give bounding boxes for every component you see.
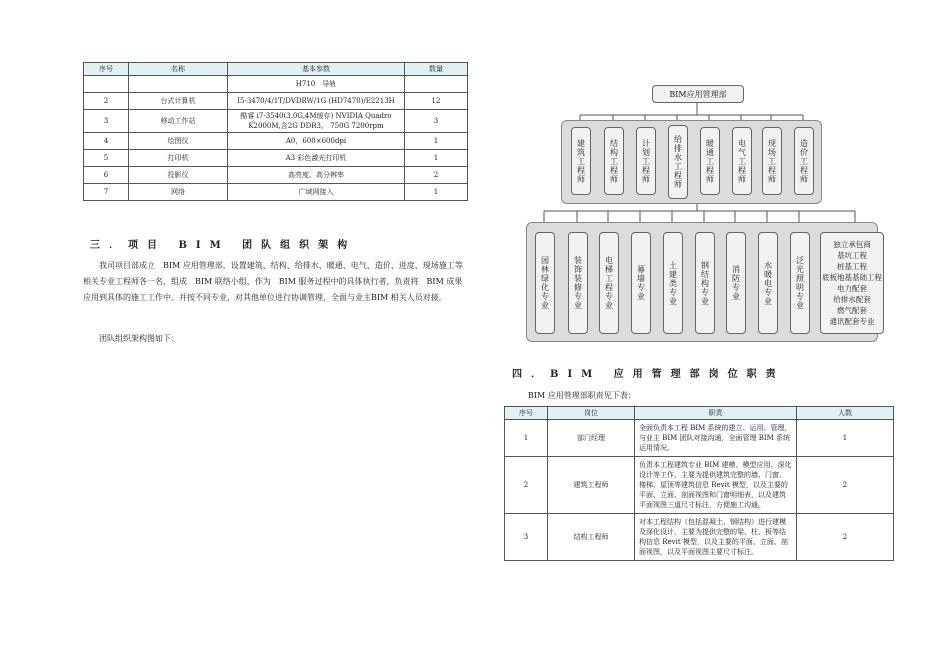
cell-duty: 全面负责本工程 BIM 系统的建立、运用、管理，与业主 BIM 团队对接沟通，全面管理 BIM 系统运用情况。 [635,420,797,457]
cell-no: 1 [505,420,548,457]
specialty-node-landscape: 园林绿化专业 [535,232,555,334]
cell-post: 部门经理 [548,420,635,457]
engineer-node-architecture: 建筑工程师 [571,127,591,195]
engineer-node-electrical: 电气工程师 [732,127,752,195]
cell-spec: 广域网接入 [228,184,405,201]
table-row [505,420,894,457]
engineer-node-structure: 结构工程师 [604,127,624,195]
table-row [84,133,468,150]
col-header-duty: 职责 [635,407,797,420]
cell-count: 1 [797,420,894,457]
section3-paragraph: 我司项目部成立 BIM 应用管理部，设置建筑、结构、给排水、暖通、电气、造价、进度、现场施工等相关专业工程师各一名，组成 BIM 联络小组，作为 BIM 服务过程中的具体执行者，负责将 BIM 成果应用到具体的施工工作中。并按不同专业，对其他单位进行协调管理，全面与业主BIM 相关人员对接。 [83,261,463,302]
cell-spec: I5-3470/4/1T/DVDRW/1G (HD7470)/E2213H [228,93,405,110]
cell-spec: A0，600×600dpi [228,133,405,150]
specialty-node-elevator: 电梯工程专业 [599,232,619,334]
cell-spec: H710 导轨 [228,76,405,93]
col-header-spec: 基本参数 [228,63,405,76]
table-row [84,93,468,110]
cell-qty [405,76,468,93]
cell-duty: 对本工程结构（包括混凝土、钢结构）进行建模及深化设计，主要为提供完整的梁、柱、板等结构信息 Revit 模型，以及主要的平面、立面、剖面视图，以及平面视图主要尺寸标注。 [635,514,797,561]
cell-no: 3 [505,514,548,561]
col-header-qty: 数量 [405,63,468,76]
org-chart [520,80,880,350]
specialty-node-steel: 钢结构专业 [695,232,715,334]
engineer-group [561,120,822,204]
specialty-node-decoration: 装饰装修专业 [568,232,588,334]
specialty-node-mep: 水暖电专业 [758,232,778,334]
duty-table [504,406,894,561]
cell-no: 6 [84,167,129,184]
cell-no: 3 [84,110,129,133]
section3-note: 团队组织架构图如下： [99,334,179,343]
cell-duty: 负责本工程建筑专业 BIM 建模、模型应用、深化设计等工作，主要为提供建筑完整的墙、门窗、楼梯、屋顶等建筑信息 Revit 模型，以及主要的平面、立面、剖面视图和门窗明细表，以及建筑平面视图三道尺寸标注，方便施工沟通。 [635,457,797,514]
table-row [84,110,468,133]
section4-heading: 四．BIM 应用管理部岗位职责 [512,369,785,380]
section4-intro: BIM 应用管理部职责见下表： [528,391,636,400]
engineer-node-plumbing: 给排水工程师 [668,125,688,199]
engineer-node-planning: 计划工程师 [636,127,656,195]
col-header-post: 岗位 [548,407,635,420]
cell-name: 移动工作站 [129,110,228,133]
engineer-node-site: 现场工程师 [762,127,782,195]
cell-qty: 1 [405,184,468,201]
cell-name: 网络 [129,184,228,201]
cell-no: 2 [84,93,129,110]
table-row [505,457,894,514]
subcontract-node: 独立承包商 基坑工程 桩基工程 底板地基基础工程 电力配套 给排水配套 燃气配套 通讯配套专业 [820,232,884,334]
col-header-no: 序号 [505,407,548,420]
cell-no: 5 [84,150,129,167]
cell-qty: 12 [405,93,468,110]
cell-name [129,76,228,93]
cell-spec: A3 彩色激光打印机 [228,150,405,167]
cell-name: 打印机 [129,150,228,167]
table-header-row [505,407,894,420]
table-row [84,184,468,201]
col-header-count: 人数 [797,407,894,420]
specialty-node-lighting: 泛光照明专业 [790,232,810,334]
col-header-no: 序号 [84,63,129,76]
cell-name: 投影仪 [129,167,228,184]
cell-name: 台式计算机 [129,93,228,110]
specialty-node-curtain-wall: 幕墙专业 [631,232,651,334]
cell-qty: 1 [405,133,468,150]
cell-qty: 2 [405,167,468,184]
cell-name: 绘图仪 [129,133,228,150]
specialty-node-fire: 消防专业 [726,232,746,334]
equipment-table [83,62,468,201]
cell-post: 建筑工程师 [548,457,635,514]
section3-heading: 三．项目 BIM 团队组织架构 [90,240,357,251]
engineer-node-hvac: 暖通工程师 [700,127,720,195]
cell-spec: 高亮度、高分辨率 [228,167,405,184]
table-row [84,167,468,184]
table-row [84,76,468,93]
cell-qty: 3 [405,110,468,133]
table-row [505,514,894,561]
cell-post: 结构工程师 [548,514,635,561]
engineer-node-cost: 造价工程师 [794,127,814,195]
table-row [84,150,468,167]
org-root-node: BIM应用管理部 [652,85,744,103]
cell-qty: 1 [405,150,468,167]
table-header-row [84,63,468,76]
cell-no: 4 [84,133,129,150]
cell-no: 7 [84,184,129,201]
cell-spec: 酷睿 i7-3540(3.0G,4M缓存) NVIDIA Quadro K2000M,含2G DDR3, 750G 7200rpm [228,110,405,133]
cell-count: 2 [797,457,894,514]
cell-count: 2 [797,514,894,561]
specialty-node-civil: 土建类专业 [663,232,683,334]
cell-no [84,76,129,93]
col-header-name: 名称 [129,63,228,76]
cell-no: 2 [505,457,548,514]
